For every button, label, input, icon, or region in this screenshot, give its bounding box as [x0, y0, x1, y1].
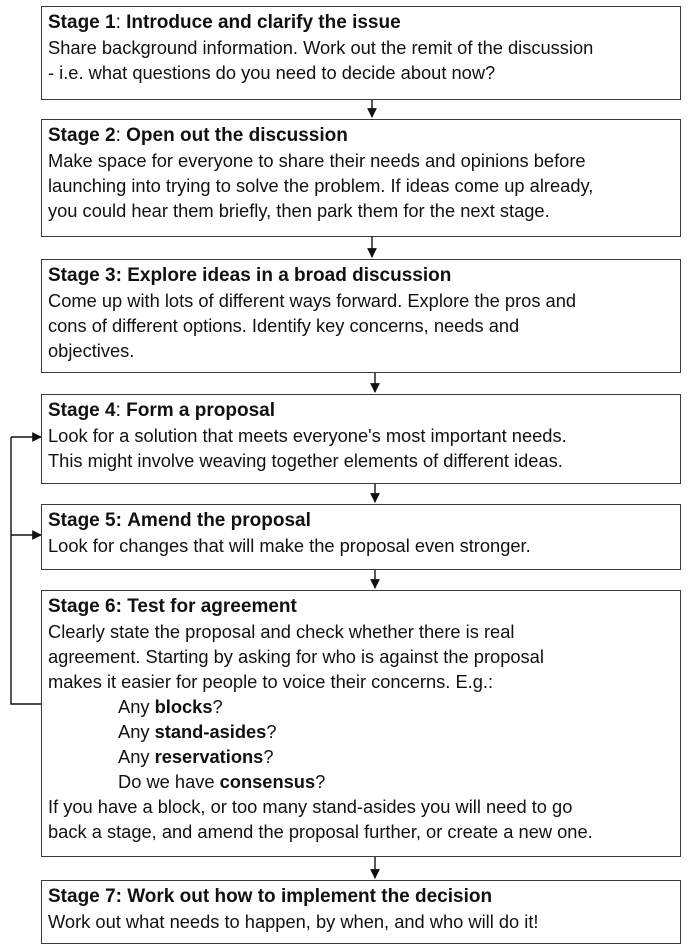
stage-number: Stage 1 [48, 12, 116, 33]
stage-separator: : [115, 125, 121, 146]
stage-name: Open out the discussion [126, 125, 348, 146]
stage-number: Stage 7 [48, 886, 116, 907]
question-prefix: Any [118, 721, 155, 742]
question-keyword: stand-asides [154, 721, 267, 742]
stage-7-title [48, 885, 674, 909]
stage-5-title [48, 509, 674, 533]
question-prefix: Any [118, 696, 155, 717]
question-keyword: blocks [154, 696, 213, 717]
description-line: This might involve weaving together elements of different ideas. [48, 450, 563, 471]
stage-3-box [41, 259, 681, 373]
description-line: cons of different options. Identify key concerns, needs and [48, 315, 520, 336]
stage-1-title [48, 11, 674, 35]
description-line: objectives. [48, 340, 135, 361]
description-line: Clearly state the proposal and check whether there is real [48, 621, 515, 642]
stage-7-description [48, 909, 674, 934]
stage-name: Test for agreement [127, 596, 297, 617]
stage-1-description [48, 35, 674, 85]
description-line: Share background information. Work out the remit of the discussion [48, 37, 594, 58]
question-item [48, 769, 674, 794]
stage-separator: : [115, 886, 122, 907]
stage-5-description [48, 533, 674, 558]
stage-1-box [41, 6, 681, 100]
stage-separator: : [115, 510, 122, 531]
description-line: Look for a solution that meets everyone's most important needs. [48, 425, 567, 446]
stage-2-title [48, 124, 674, 148]
stage-4-description [48, 423, 674, 473]
description-line: launching into trying to solve the problem. If ideas come up already, [48, 175, 594, 196]
description-line: Make space for everyone to share their needs and opinions before [48, 150, 586, 171]
stage-4-box [41, 394, 681, 484]
stage-number: Stage 6 [48, 596, 116, 617]
question-keyword: reservations [154, 746, 264, 767]
feedback-loop-line [11, 437, 41, 704]
description-line: Look for changes that will make the proposal even stronger. [48, 535, 531, 556]
stage-7-box [41, 880, 681, 944]
stage-6-title [48, 595, 674, 619]
question-keyword: consensus [219, 771, 316, 792]
question-suffix: ? [212, 696, 223, 717]
question-item [48, 719, 674, 744]
stage-6-box [41, 590, 681, 857]
stage-3-description [48, 288, 674, 363]
description-line: you could hear them briefly, then park them for the next stage. [48, 200, 550, 221]
description-line: Come up with lots of different ways forward. Explore the pros and [48, 290, 577, 311]
description-line: If you have a block, or too many stand-asides you will need to go [48, 796, 573, 817]
description-line: - i.e. what questions do you need to decide about now? [48, 62, 496, 83]
stage-6-description [48, 619, 674, 844]
question-prefix: Do we have [118, 771, 220, 792]
stage-number: Stage 4 [48, 400, 116, 421]
stage-2-box [41, 119, 681, 237]
stage-separator: : [115, 265, 122, 286]
description-line: makes it easier for people to voice their concerns. E.g.: [48, 671, 494, 692]
stage-separator: : [115, 12, 121, 33]
question-suffix: ? [315, 771, 326, 792]
stage-5-box [41, 504, 681, 570]
stage-3-title [48, 264, 674, 288]
stage-separator: : [115, 596, 122, 617]
stage-number: Stage 5 [48, 510, 116, 531]
stage-4-title [48, 399, 674, 423]
stage-number: Stage 2 [48, 125, 116, 146]
stage-2-description [48, 148, 674, 223]
question-suffix: ? [266, 721, 277, 742]
description-line: agreement. Starting by asking for who is against the proposal [48, 646, 544, 667]
question-item [48, 744, 674, 769]
stage-name: Amend the proposal [127, 510, 311, 531]
question-suffix: ? [263, 746, 274, 767]
description-line: back a stage, and amend the proposal further, or create a new one. [48, 821, 593, 842]
description-line: Work out what needs to happen, by when, and who will do it! [48, 911, 539, 932]
stage-name: Work out how to implement the decision [127, 886, 493, 907]
stage-separator: : [115, 400, 121, 421]
stage-number: Stage 3 [48, 265, 116, 286]
stage-name: Form a proposal [126, 400, 276, 421]
stage-name: Introduce and clarify the issue [126, 12, 401, 33]
question-prefix: Any [118, 746, 155, 767]
stage-name: Explore ideas in a broad discussion [127, 265, 452, 286]
question-item [48, 694, 674, 719]
